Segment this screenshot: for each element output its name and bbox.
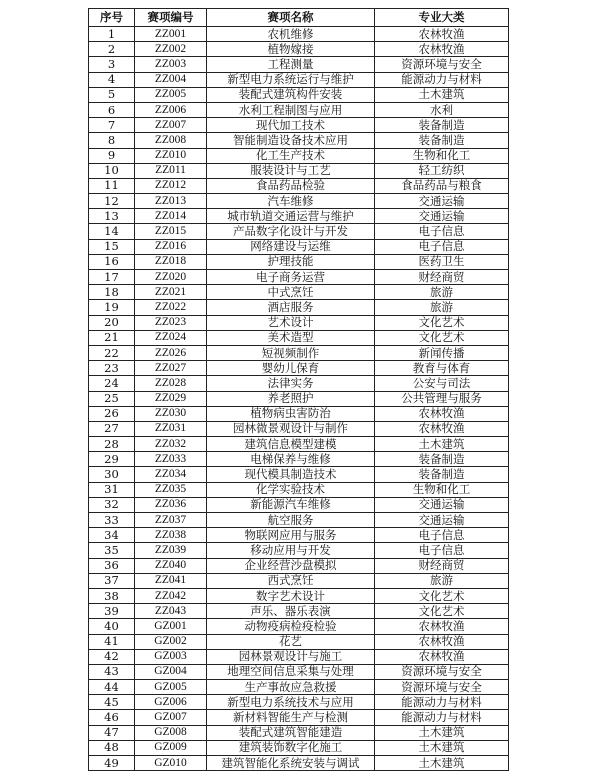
row-name: 农机维修 bbox=[207, 27, 375, 42]
row-name: 法律实务 bbox=[207, 376, 375, 391]
row-index: 34 bbox=[89, 528, 135, 543]
row-code: GZ006 bbox=[135, 695, 207, 710]
row-index: 4 bbox=[89, 72, 135, 87]
row-category: 农林牧渔 bbox=[375, 634, 509, 649]
row-name: 艺术设计 bbox=[207, 315, 375, 330]
row-index: 37 bbox=[89, 573, 135, 588]
row-index: 1 bbox=[89, 27, 135, 42]
row-code: ZZ012 bbox=[135, 178, 207, 193]
row-index: 9 bbox=[89, 148, 135, 163]
table-row bbox=[89, 543, 509, 558]
row-code: ZZ039 bbox=[135, 543, 207, 558]
table-row bbox=[89, 437, 509, 452]
row-name: 服装设计与工艺 bbox=[207, 163, 375, 178]
row-name: 护理技能 bbox=[207, 254, 375, 269]
table-row bbox=[89, 619, 509, 634]
competition-table bbox=[88, 8, 509, 771]
row-category: 农林牧渔 bbox=[375, 619, 509, 634]
row-name: 汽车维修 bbox=[207, 194, 375, 209]
table-row bbox=[89, 163, 509, 178]
row-index: 40 bbox=[89, 619, 135, 634]
row-index: 42 bbox=[89, 649, 135, 664]
row-name: 移动应用与开发 bbox=[207, 543, 375, 558]
row-category: 水利 bbox=[375, 102, 509, 117]
row-name: 产品数字化设计与开发 bbox=[207, 224, 375, 239]
row-index: 12 bbox=[89, 194, 135, 209]
row-name: 美术造型 bbox=[207, 330, 375, 345]
row-index: 25 bbox=[89, 391, 135, 406]
row-category: 食品药品与粮食 bbox=[375, 178, 509, 193]
row-code: ZZ005 bbox=[135, 87, 207, 102]
row-index: 3 bbox=[89, 57, 135, 72]
row-category: 公安与司法 bbox=[375, 376, 509, 391]
row-code: ZZ001 bbox=[135, 27, 207, 42]
table-header-row bbox=[89, 9, 509, 27]
row-category: 装备制造 bbox=[375, 467, 509, 482]
row-category: 交通运输 bbox=[375, 497, 509, 512]
row-index: 46 bbox=[89, 710, 135, 725]
table-row bbox=[89, 285, 509, 300]
table-row bbox=[89, 376, 509, 391]
row-name: 电梯保养与维修 bbox=[207, 452, 375, 467]
table-row bbox=[89, 87, 509, 102]
row-index: 41 bbox=[89, 634, 135, 649]
table-row bbox=[89, 406, 509, 421]
row-code: ZZ034 bbox=[135, 467, 207, 482]
row-category: 新闻传播 bbox=[375, 345, 509, 360]
row-code: ZZ038 bbox=[135, 528, 207, 543]
row-code: ZZ008 bbox=[135, 133, 207, 148]
row-index: 11 bbox=[89, 178, 135, 193]
row-code: ZZ026 bbox=[135, 345, 207, 360]
row-category: 农林牧渔 bbox=[375, 42, 509, 57]
row-name: 中式烹饪 bbox=[207, 285, 375, 300]
row-code: ZZ030 bbox=[135, 406, 207, 421]
row-index: 18 bbox=[89, 285, 135, 300]
row-name: 园林景观设计与施工 bbox=[207, 649, 375, 664]
row-code: ZZ033 bbox=[135, 452, 207, 467]
row-category: 能源动力与材料 bbox=[375, 695, 509, 710]
row-index: 35 bbox=[89, 543, 135, 558]
row-code: ZZ014 bbox=[135, 209, 207, 224]
row-index: 19 bbox=[89, 300, 135, 315]
row-name: 新材料智能生产与检测 bbox=[207, 710, 375, 725]
row-name: 建筑装饰数字化施工 bbox=[207, 740, 375, 755]
row-name: 养老照护 bbox=[207, 391, 375, 406]
row-index: 44 bbox=[89, 680, 135, 695]
row-code: GZ008 bbox=[135, 725, 207, 740]
row-code: ZZ029 bbox=[135, 391, 207, 406]
row-category: 土木建筑 bbox=[375, 756, 509, 771]
row-index: 45 bbox=[89, 695, 135, 710]
row-name: 植物病虫害防治 bbox=[207, 406, 375, 421]
row-index: 5 bbox=[89, 87, 135, 102]
table-row bbox=[89, 27, 509, 42]
row-name: 西式烹饪 bbox=[207, 573, 375, 588]
row-name: 物联网应用与服务 bbox=[207, 528, 375, 543]
row-name: 新型电力系统运行与维护 bbox=[207, 72, 375, 87]
row-code: GZ003 bbox=[135, 649, 207, 664]
row-code: GZ004 bbox=[135, 664, 207, 679]
table-row bbox=[89, 513, 509, 528]
table-row bbox=[89, 315, 509, 330]
table-row bbox=[89, 178, 509, 193]
row-name: 建筑智能化系统安装与调试 bbox=[207, 756, 375, 771]
table-row bbox=[89, 482, 509, 497]
row-index: 23 bbox=[89, 361, 135, 376]
row-name: 智能制造设备技术应用 bbox=[207, 133, 375, 148]
row-category: 土木建筑 bbox=[375, 725, 509, 740]
row-index: 43 bbox=[89, 664, 135, 679]
table-row bbox=[89, 300, 509, 315]
row-category: 装备制造 bbox=[375, 118, 509, 133]
row-code: ZZ037 bbox=[135, 513, 207, 528]
table-row bbox=[89, 330, 509, 345]
table-row bbox=[89, 452, 509, 467]
table-row bbox=[89, 345, 509, 360]
table-row bbox=[89, 118, 509, 133]
row-name: 花艺 bbox=[207, 634, 375, 649]
row-index: 22 bbox=[89, 345, 135, 360]
row-category: 农林牧渔 bbox=[375, 406, 509, 421]
row-code: ZZ041 bbox=[135, 573, 207, 588]
row-index: 39 bbox=[89, 604, 135, 619]
row-category: 文化艺术 bbox=[375, 330, 509, 345]
row-category: 交通运输 bbox=[375, 209, 509, 224]
row-name: 化学实验技术 bbox=[207, 482, 375, 497]
table-row bbox=[89, 756, 509, 771]
row-code: ZZ032 bbox=[135, 437, 207, 452]
table-row bbox=[89, 194, 509, 209]
table-row bbox=[89, 528, 509, 543]
row-category: 资源环境与安全 bbox=[375, 664, 509, 679]
row-name: 工程测量 bbox=[207, 57, 375, 72]
row-category: 电子信息 bbox=[375, 224, 509, 239]
row-category: 轻工纺织 bbox=[375, 163, 509, 178]
row-code: GZ007 bbox=[135, 710, 207, 725]
row-code: ZZ042 bbox=[135, 588, 207, 603]
row-name: 新能源汽车维修 bbox=[207, 497, 375, 512]
row-index: 8 bbox=[89, 133, 135, 148]
row-code: GZ009 bbox=[135, 740, 207, 755]
row-category: 电子信息 bbox=[375, 528, 509, 543]
row-category: 生物和化工 bbox=[375, 482, 509, 497]
row-code: ZZ015 bbox=[135, 224, 207, 239]
table-row bbox=[89, 680, 509, 695]
row-code: ZZ031 bbox=[135, 421, 207, 436]
table-row bbox=[89, 42, 509, 57]
table-row bbox=[89, 270, 509, 285]
row-code: ZZ013 bbox=[135, 194, 207, 209]
table-row bbox=[89, 133, 509, 148]
row-category: 能源动力与材料 bbox=[375, 710, 509, 725]
row-name: 新型电力系统技术与应用 bbox=[207, 695, 375, 710]
table-row bbox=[89, 725, 509, 740]
row-category: 财经商贸 bbox=[375, 558, 509, 573]
row-category: 文化艺术 bbox=[375, 315, 509, 330]
row-category: 文化艺术 bbox=[375, 604, 509, 619]
row-index: 31 bbox=[89, 482, 135, 497]
row-category: 文化艺术 bbox=[375, 588, 509, 603]
row-code: ZZ018 bbox=[135, 254, 207, 269]
row-name: 植物嫁接 bbox=[207, 42, 375, 57]
table-row bbox=[89, 148, 509, 163]
table-row bbox=[89, 421, 509, 436]
row-name: 酒店服务 bbox=[207, 300, 375, 315]
row-category: 生物和化工 bbox=[375, 148, 509, 163]
header-index: 序号 bbox=[89, 9, 135, 27]
row-category: 土木建筑 bbox=[375, 437, 509, 452]
row-index: 21 bbox=[89, 330, 135, 345]
row-category: 医药卫生 bbox=[375, 254, 509, 269]
row-category: 交通运输 bbox=[375, 194, 509, 209]
row-name: 现代模具制造技术 bbox=[207, 467, 375, 482]
row-code: ZZ043 bbox=[135, 604, 207, 619]
row-name: 生产事故应急救援 bbox=[207, 680, 375, 695]
row-code: ZZ021 bbox=[135, 285, 207, 300]
header-name: 赛项名称 bbox=[207, 9, 375, 27]
row-category: 公共管理与服务 bbox=[375, 391, 509, 406]
row-code: ZZ010 bbox=[135, 148, 207, 163]
row-name: 航空服务 bbox=[207, 513, 375, 528]
row-name: 装配式建筑构件安装 bbox=[207, 87, 375, 102]
row-index: 20 bbox=[89, 315, 135, 330]
row-category: 旅游 bbox=[375, 285, 509, 300]
row-code: ZZ011 bbox=[135, 163, 207, 178]
row-code: ZZ023 bbox=[135, 315, 207, 330]
row-name: 声乐、器乐表演 bbox=[207, 604, 375, 619]
table-row bbox=[89, 664, 509, 679]
table-row bbox=[89, 497, 509, 512]
row-code: ZZ024 bbox=[135, 330, 207, 345]
row-code: GZ002 bbox=[135, 634, 207, 649]
row-code: ZZ006 bbox=[135, 102, 207, 117]
row-index: 2 bbox=[89, 42, 135, 57]
row-index: 48 bbox=[89, 740, 135, 755]
row-name: 网络建设与运维 bbox=[207, 239, 375, 254]
row-category: 装备制造 bbox=[375, 133, 509, 148]
row-name: 电子商务运营 bbox=[207, 270, 375, 285]
table-row bbox=[89, 467, 509, 482]
row-category: 装备制造 bbox=[375, 452, 509, 467]
row-category: 教育与体育 bbox=[375, 361, 509, 376]
row-index: 29 bbox=[89, 452, 135, 467]
row-code: ZZ007 bbox=[135, 118, 207, 133]
row-index: 28 bbox=[89, 437, 135, 452]
table-row bbox=[89, 588, 509, 603]
row-index: 33 bbox=[89, 513, 135, 528]
row-name: 现代加工技术 bbox=[207, 118, 375, 133]
row-category: 农林牧渔 bbox=[375, 649, 509, 664]
row-code: ZZ022 bbox=[135, 300, 207, 315]
row-category: 旅游 bbox=[375, 300, 509, 315]
row-index: 49 bbox=[89, 756, 135, 771]
row-index: 17 bbox=[89, 270, 135, 285]
row-category: 交通运输 bbox=[375, 513, 509, 528]
row-index: 30 bbox=[89, 467, 135, 482]
header-category: 专业大类 bbox=[375, 9, 509, 27]
row-name: 企业经营沙盘模拟 bbox=[207, 558, 375, 573]
row-category: 电子信息 bbox=[375, 543, 509, 558]
row-index: 36 bbox=[89, 558, 135, 573]
row-category: 资源环境与安全 bbox=[375, 57, 509, 72]
row-name: 地理空间信息采集与处理 bbox=[207, 664, 375, 679]
row-name: 数字艺术设计 bbox=[207, 588, 375, 603]
table-row bbox=[89, 254, 509, 269]
row-code: ZZ027 bbox=[135, 361, 207, 376]
row-index: 15 bbox=[89, 239, 135, 254]
row-category: 农林牧渔 bbox=[375, 27, 509, 42]
row-code: ZZ028 bbox=[135, 376, 207, 391]
table-row bbox=[89, 239, 509, 254]
table-row bbox=[89, 695, 509, 710]
row-category: 土木建筑 bbox=[375, 87, 509, 102]
row-code: ZZ036 bbox=[135, 497, 207, 512]
row-index: 16 bbox=[89, 254, 135, 269]
row-code: ZZ035 bbox=[135, 482, 207, 497]
table-row bbox=[89, 209, 509, 224]
table-row bbox=[89, 710, 509, 725]
row-code: ZZ002 bbox=[135, 42, 207, 57]
row-index: 47 bbox=[89, 725, 135, 740]
row-code: ZZ020 bbox=[135, 270, 207, 285]
row-index: 7 bbox=[89, 118, 135, 133]
row-code: GZ001 bbox=[135, 619, 207, 634]
table-row bbox=[89, 72, 509, 87]
table-row bbox=[89, 391, 509, 406]
table-row bbox=[89, 604, 509, 619]
row-index: 32 bbox=[89, 497, 135, 512]
table-body bbox=[89, 27, 509, 771]
row-category: 电子信息 bbox=[375, 239, 509, 254]
row-category: 农林牧渔 bbox=[375, 421, 509, 436]
row-category: 财经商贸 bbox=[375, 270, 509, 285]
row-name: 动物疫病检疫检验 bbox=[207, 619, 375, 634]
table-row bbox=[89, 558, 509, 573]
table-row bbox=[89, 224, 509, 239]
row-name: 食品药品检验 bbox=[207, 178, 375, 193]
row-name: 装配式建筑智能建造 bbox=[207, 725, 375, 740]
table-row bbox=[89, 649, 509, 664]
row-index: 6 bbox=[89, 102, 135, 117]
row-name: 化工生产技术 bbox=[207, 148, 375, 163]
row-index: 27 bbox=[89, 421, 135, 436]
row-index: 13 bbox=[89, 209, 135, 224]
row-index: 24 bbox=[89, 376, 135, 391]
table-row bbox=[89, 57, 509, 72]
table-row bbox=[89, 361, 509, 376]
row-name: 婴幼儿保育 bbox=[207, 361, 375, 376]
row-category: 能源动力与材料 bbox=[375, 72, 509, 87]
row-code: GZ005 bbox=[135, 680, 207, 695]
row-code: ZZ040 bbox=[135, 558, 207, 573]
row-index: 14 bbox=[89, 224, 135, 239]
row-code: ZZ003 bbox=[135, 57, 207, 72]
table-row bbox=[89, 740, 509, 755]
table-row bbox=[89, 102, 509, 117]
row-name: 建筑信息模型建模 bbox=[207, 437, 375, 452]
row-name: 短视频制作 bbox=[207, 345, 375, 360]
row-code: GZ010 bbox=[135, 756, 207, 771]
row-name: 城市轨道交通运营与维护 bbox=[207, 209, 375, 224]
table-row bbox=[89, 573, 509, 588]
row-code: ZZ016 bbox=[135, 239, 207, 254]
row-category: 资源环境与安全 bbox=[375, 680, 509, 695]
row-category: 土木建筑 bbox=[375, 740, 509, 755]
table-row bbox=[89, 634, 509, 649]
row-name: 园林微景观设计与制作 bbox=[207, 421, 375, 436]
row-name: 水利工程制图与应用 bbox=[207, 102, 375, 117]
row-index: 26 bbox=[89, 406, 135, 421]
row-index: 10 bbox=[89, 163, 135, 178]
row-category: 旅游 bbox=[375, 573, 509, 588]
header-code: 赛项编号 bbox=[135, 9, 207, 27]
row-code: ZZ004 bbox=[135, 72, 207, 87]
row-index: 38 bbox=[89, 588, 135, 603]
